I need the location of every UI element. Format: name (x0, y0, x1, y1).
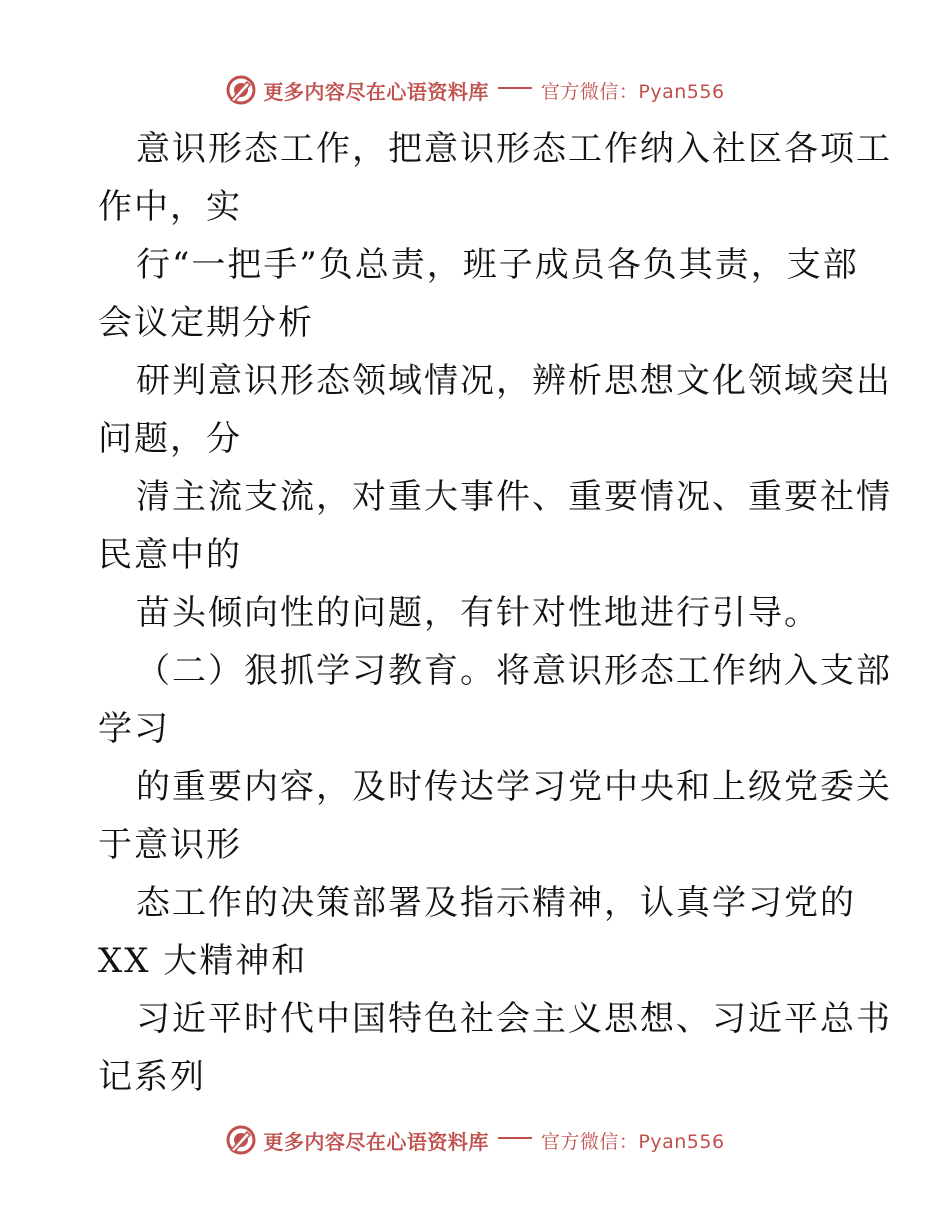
body-line: 学习 (98, 709, 170, 749)
banner-title: 更多内容尽在心语资料库 (263, 79, 489, 104)
banner-dash (498, 1137, 532, 1139)
body-line: 清主流支流，对重大事件、重要情况、重要社情 (136, 477, 892, 517)
pen-logo-icon (225, 74, 257, 106)
body-line: XX 大精神和 (98, 941, 308, 981)
body-line: 问题，分 (98, 419, 242, 459)
body-line: 作中，实 (98, 187, 242, 227)
body-line: 意识形态工作，把意识形态工作纳入社区各项工 (136, 129, 892, 169)
body-line: 态工作的决策部署及指示精神，认真学习党的 (136, 883, 856, 923)
banner-wechat: 官方微信：Pyan556 (540, 1130, 725, 1153)
header-banner (0, 70, 950, 110)
body-line: 的重要内容，及时传达学习党中央和上级党委关 (136, 767, 892, 807)
body-line: 于意识形 (98, 825, 242, 865)
body-line: 记系列 (98, 1057, 206, 1097)
pen-logo-icon (225, 1124, 257, 1156)
body-line: 会议定期分析 (98, 303, 314, 343)
body-line: 行“一把手”负总责，班子成员各负其责，支部 (136, 245, 859, 285)
banner-dash (498, 87, 532, 89)
body-line: 苗头倾向性的问题，有针对性地进行引导。 (136, 593, 820, 633)
footer-banner (0, 1120, 950, 1160)
body-line: 习近平时代中国特色社会主义思想、习近平总书 (136, 999, 892, 1039)
body-line: 民意中的 (98, 535, 242, 575)
banner-title: 更多内容尽在心语资料库 (263, 1129, 489, 1154)
body-line: 研判意识形态领域情况，辨析思想文化领域突出 (136, 361, 892, 401)
banner-wechat: 官方微信：Pyan556 (540, 80, 725, 103)
body-line: （二）狠抓学习教育。将意识形态工作纳入支部 (136, 651, 892, 691)
document-body (98, 120, 892, 1106)
